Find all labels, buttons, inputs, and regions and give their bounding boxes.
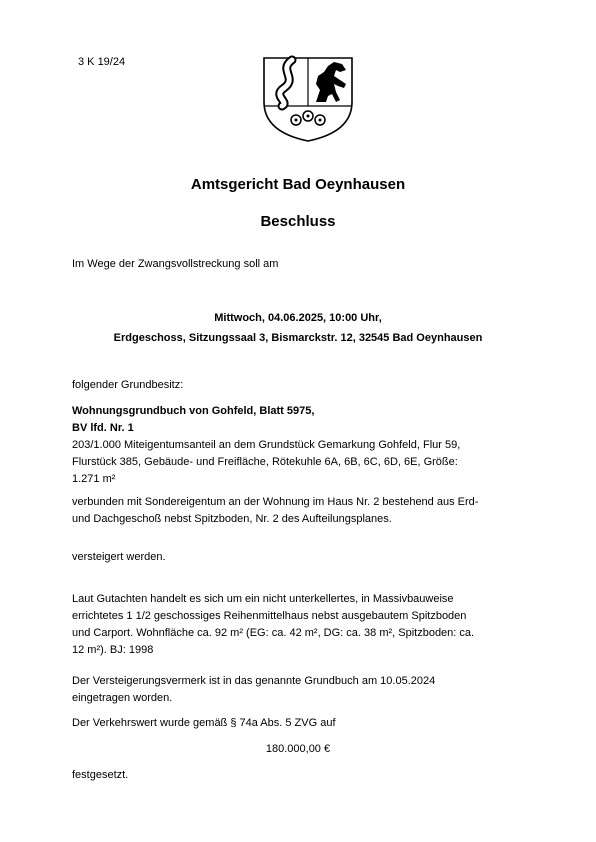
termin-place: Erdgeschoss, Sitzungssaal 3, Bismarckstr. 12, 32545 Bad Oeynhausen (113, 332, 483, 344)
gutachten-line: und Carport. Wohnfläche ca. 92 m² (EG: ca. 42 m², DG: ca. 38 m², Spitzboden: ca. (72, 627, 475, 639)
grundbesitz-line: Flurstück 385, Gebäude- und Freifläche, Rötekuhle 6A, 6B, 6C, 6D, 6E, Größe: (72, 456, 458, 468)
gutachten-line: Laut Gutachten handelt es sich um ein nicht unterkellertes, in Massivbauweise (72, 593, 454, 605)
gutachten-line: errichtetes 1 1/2 geschossiges Reihenmittelhaus nebst ausgebautem Spitzboden (72, 610, 467, 622)
bv-number: BV lfd. Nr. 1 (72, 422, 134, 434)
grundbesitz-line: 203/1.000 Miteigentumsanteil an dem Grundstück Gemarkung Gohfeld, Flur 59, (72, 439, 461, 451)
versteigert-text: versteigert werden. (72, 551, 166, 563)
aktenzeichen: 3 K 19/24 (78, 56, 126, 68)
court-name: Amtsgericht Bad Oeynhausen (190, 176, 406, 193)
document-title: Beschluss (260, 213, 336, 230)
termin-date: Mittwoch, 04.06.2025, 10:00 Uhr, (214, 312, 382, 324)
grundbesitz-line: verbunden mit Sondereigentum an der Wohnung im Haus Nr. 2 bestehend aus Erd- (72, 496, 479, 508)
vermerk-line: eingetragen worden. (72, 692, 173, 704)
vermerk-line: Der Versteigerungsvermerk ist in das genannte Grundbuch am 10.05.2024 (72, 675, 436, 687)
grundbesitz-line: 1.271 m² (72, 473, 116, 485)
grundbesitz-line: und Dachgeschoß nebst Spitzboden, Nr. 2 des Aufteilungsplanes. (72, 513, 392, 525)
closing-text: festgesetzt. (72, 769, 129, 781)
intro-text: Im Wege der Zwangsvollstreckung soll am (72, 258, 279, 270)
grundbuch-title: Wohnungsgrundbuch von Gohfeld, Blatt 5975, (72, 405, 315, 417)
verkehrswert-text: Der Verkehrswert wurde gemäß § 74a Abs. 5 ZVG auf (72, 717, 336, 729)
grundbesitz-label: folgender Grundbesitz: (72, 379, 184, 391)
nrw-coat-of-arms-icon (258, 44, 358, 144)
verkehrswert-amount: 180.000,00 € (265, 743, 331, 755)
gutachten-line: 12 m²). BJ: 1998 (72, 644, 154, 656)
